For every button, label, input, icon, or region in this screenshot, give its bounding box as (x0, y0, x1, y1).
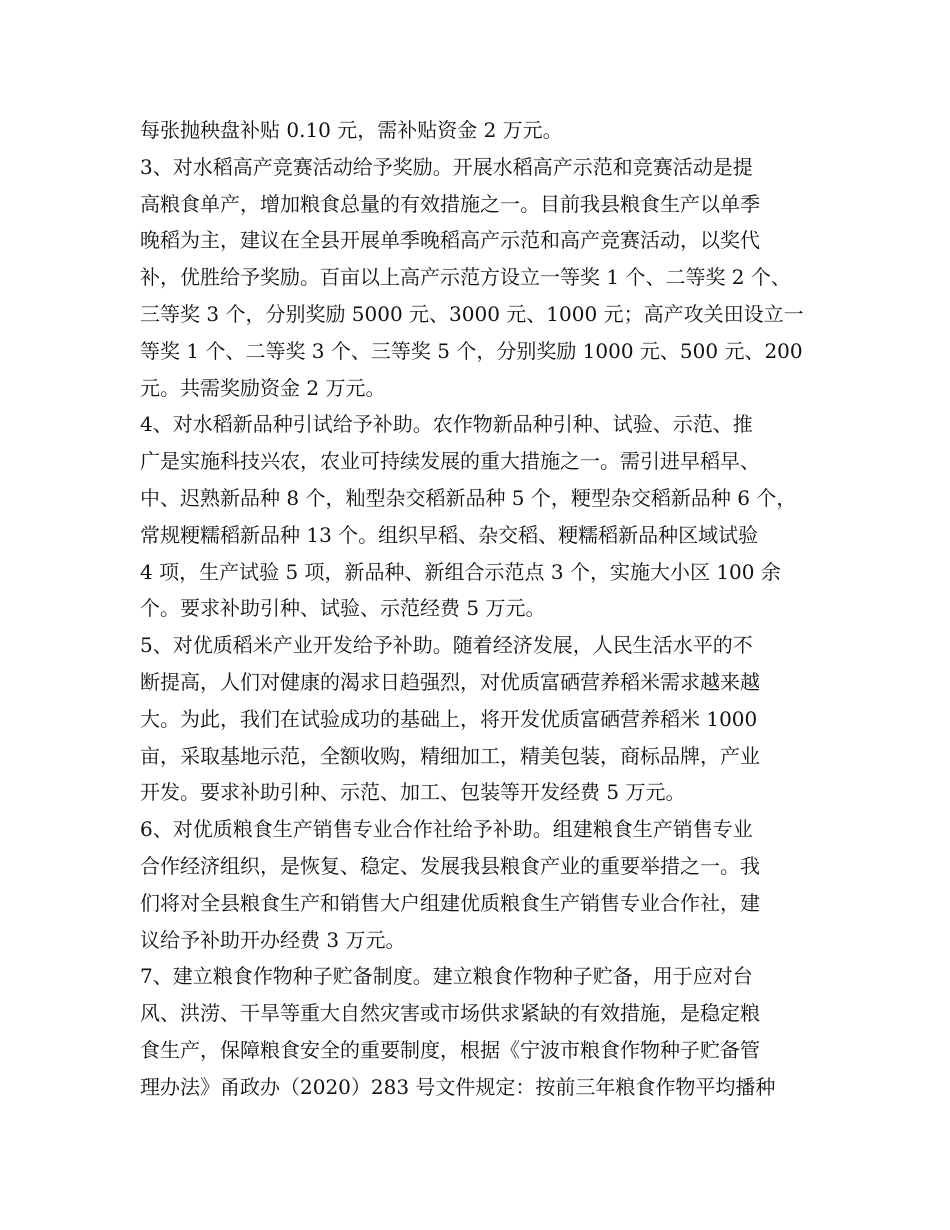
text-line: 等奖 1 个、二等奖 3 个、三等奖 5 个，分别奖励 1000 元、500 元、200 (140, 338, 803, 363)
text-line: 大。为此，我们在试验成功的基础上，将开发优质富硒营养稻米 1000 (140, 706, 758, 731)
text-line: 中、迟熟新品种 8 个，籼型杂交稻新品种 5 个，粳型杂交稻新品种 6 个， (140, 485, 797, 510)
text-line: 6、对优质粮食生产销售专业合作社给予补助。组建粮食生产销售专业 (140, 817, 753, 842)
text-line: 食生产，保障粮食安全的重要制度，根据《宁波市粮食作物种子贮备管 (140, 1037, 760, 1062)
text-line: 7、建立粮食作物种子贮备制度。建立粮食作物种子贮备，用于应对台 (140, 964, 753, 989)
text-line: 合作经济组织，是恢复、稳定、发展我县粮食产业的重要举措之一。我 (140, 853, 760, 878)
text-line: 高粮食单产，增加粮食总量的有效措施之一。目前我县粮食生产以单季 (140, 191, 760, 216)
text-line: 断提高，人们对健康的渴求日趋强烈，对优质富硒营养稻米需求越来越 (140, 669, 760, 694)
text-line: 个。要求补助引种、试验、示范经费 5 万元。 (140, 596, 546, 621)
text-line: 亩，采取基地示范，全额收购，精细加工，精美包装，商标品牌，产业 (140, 743, 760, 768)
document-body (140, 112, 830, 1106)
text-line: 开发。要求补助引种、示范、加工、包装等开发经费 5 万元。 (140, 780, 686, 805)
text-line: 理办法》甬政办（2020）283 号文件规定：按前三年粮食作物平均播种 (140, 1074, 776, 1099)
text-line: 4 项，生产试验 5 项，新品种、新组合示范点 3 个，实施大小区 100 余 (140, 559, 781, 584)
text-line: 元。共需奖励资金 2 万元。 (140, 375, 386, 400)
text-line: 4、对水稻新品种引试给予补助。农作物新品种引种、试验、示范、推 (140, 412, 753, 437)
text-line: 5、对优质稻米产业开发给予补助。随着经济发展，人民生活水平的不 (140, 633, 753, 658)
text-line: 三等奖 3 个，分别奖励 5000 元、3000 元、1000 元；高产攻关田设立一 (140, 301, 804, 326)
text-line: 风、洪涝、干旱等重大自然灾害或市场供求紧缺的有效措施，是稳定粮 (140, 1001, 760, 1026)
text-line: 3、对水稻高产竞赛活动给予奖励。开展水稻高产示范和竞赛活动是提 (140, 154, 753, 179)
text-line: 每张抛秧盘补贴 0.10 元，需补贴资金 2 万元。 (140, 118, 563, 142)
text-line: 广是实施科技兴农，农业可持续发展的重大措施之一。需引进早稻早、 (140, 449, 760, 474)
text-line: 们将对全县粮食生产和销售大户组建优质粮食生产销售专业合作社，建 (140, 890, 760, 915)
text-line: 晚稻为主，建议在全县开展单季晚稻高产示范和高产竞赛活动，以奖代 (140, 228, 760, 253)
text-line: 议给予补助开办经费 3 万元。 (140, 927, 406, 952)
text-line: 补，优胜给予奖励。百亩以上高产示范方设立一等奖 1 个、二等奖 2 个、 (140, 265, 791, 290)
text-line: 常规粳糯稻新品种 13 个。组织早稻、杂交稻、粳糯稻新品种区域试验 (140, 522, 759, 547)
